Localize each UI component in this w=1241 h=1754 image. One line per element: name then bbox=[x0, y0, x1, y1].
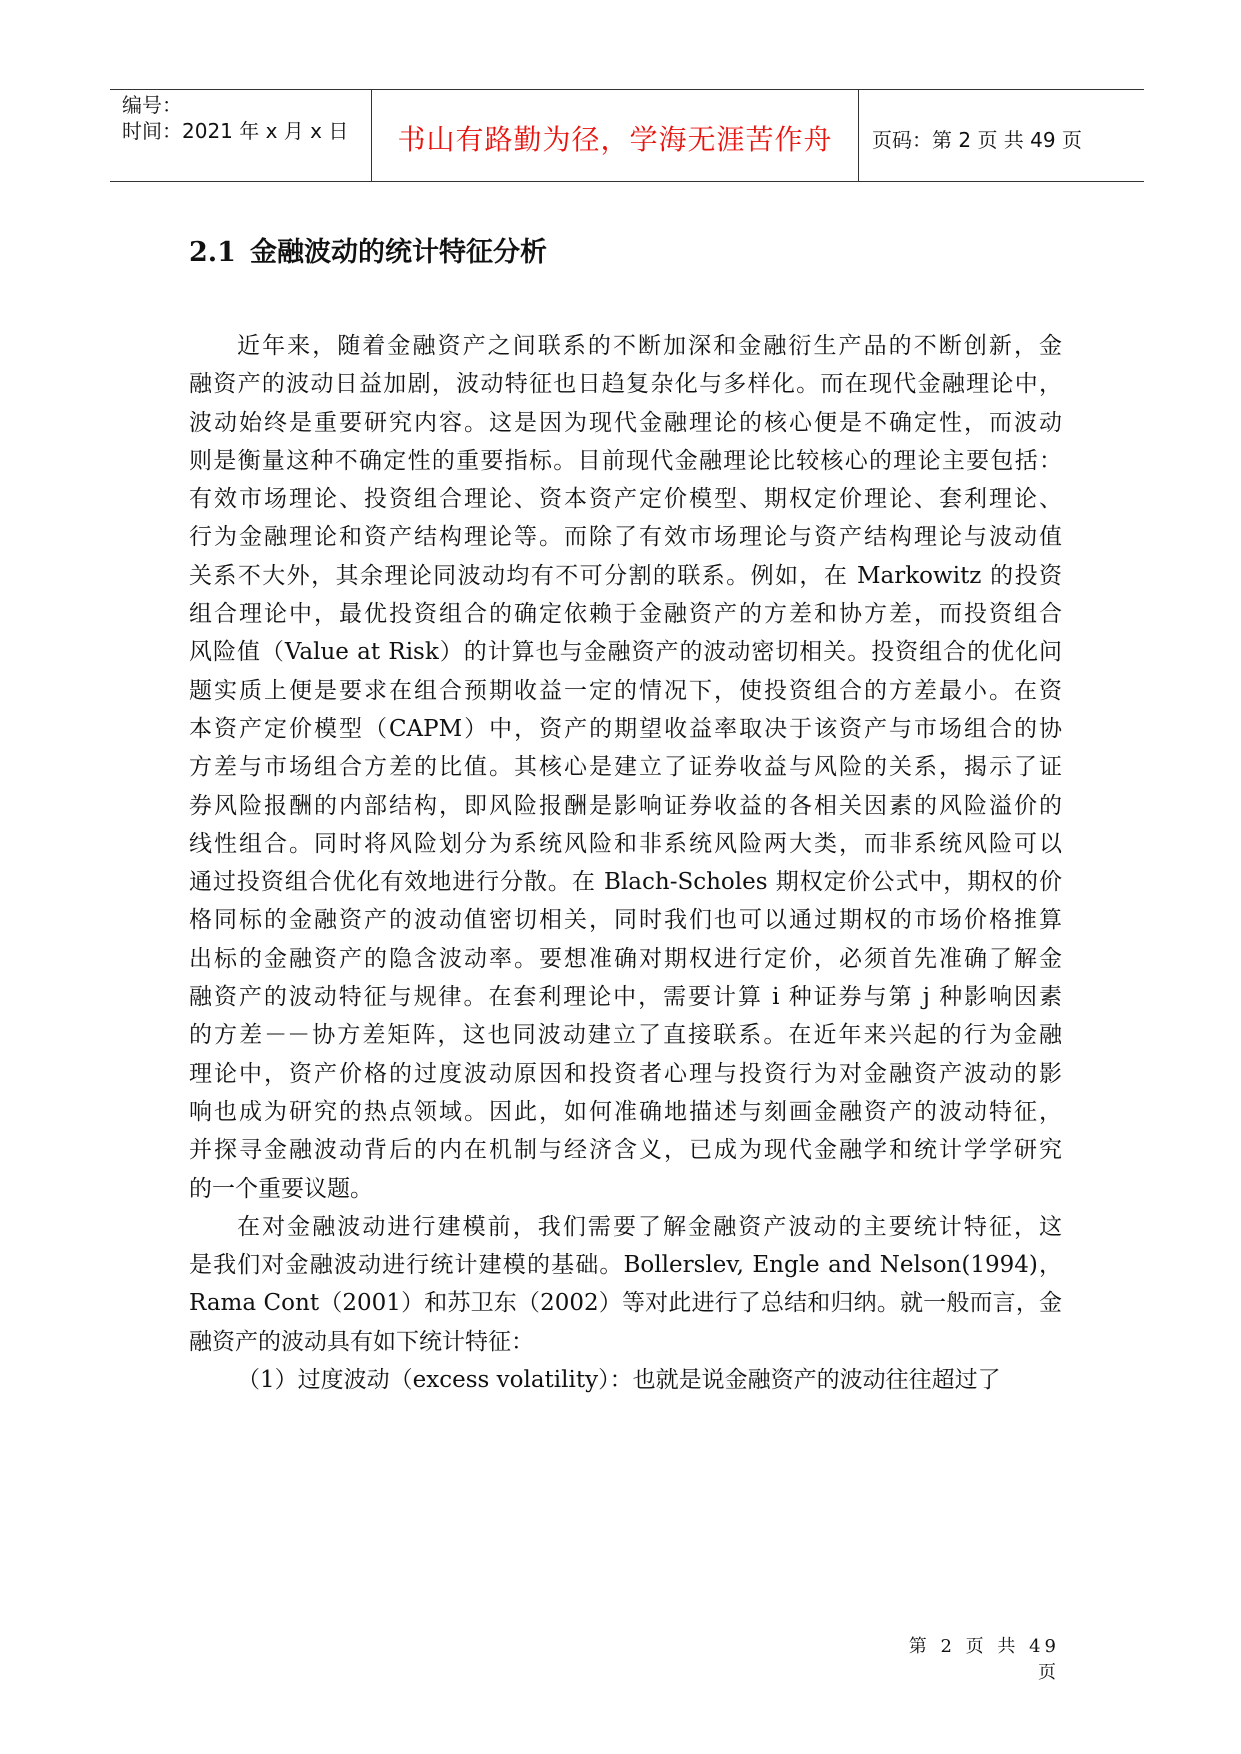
paragraph-line: 行为金融理论和资产结构理论等。而除了有效市场理论与资产结构理论与波动值 bbox=[189, 524, 1062, 551]
paragraph-line: 方差与市场组合方差的比值。其核心是建立了证券收益与风险的关系，揭示了证 bbox=[189, 754, 1062, 781]
paragraph-line: 理论中，资产价格的过度波动原因和投资者心理与投资行为对金融资产波动的影 bbox=[189, 1060, 1062, 1087]
paragraph-line: 通过投资组合优化有效地进行分散。在 Blach-Scholes 期权定价公式中，期权的价 bbox=[189, 869, 1062, 896]
header-top-rule bbox=[110, 89, 1144, 90]
paragraph-line: 题实质上便是要求在组合预期收益一定的情况下，使投资组合的方差最小。在资 bbox=[189, 677, 1062, 704]
paragraph-line: 响也成为研究的热点领域。因此，如何准确地描述与刻画金融资产的波动特征， bbox=[189, 1098, 1062, 1125]
paragraph-line: 近年来，随着金融资产之间联系的不断加深和金融衍生产品的不断创新，金 bbox=[237, 333, 1062, 359]
list-item-line: （1）过度波动（excess volatility）：也就是说金融资产的波动往往超过了 bbox=[237, 1367, 1001, 1394]
page-footer: 第 2 页 共 49 页 bbox=[908, 1636, 1060, 1683]
paragraph-line: 的方差－－协方差矩阵，这也同波动建立了直接联系。在近年来兴起的行为金融 bbox=[189, 1022, 1062, 1049]
header-divider-left bbox=[371, 89, 372, 181]
paragraph-line: 的一个重要议题。 bbox=[189, 1175, 373, 1202]
header-number-label: 编号： bbox=[122, 93, 182, 117]
paragraph-line: 波动始终是重要研究内容。这是因为现代金融理论的核心便是不确定性，而波动 bbox=[189, 409, 1062, 436]
body-text bbox=[189, 327, 1062, 1399]
paragraph-line: 是我们对金融波动进行统计建模的基础。Bollerslev, Engle and Nelson(1994)， bbox=[189, 1252, 1062, 1279]
paragraph-line: 格同标的金融资产的波动值密切相关，同时我们也可以通过期权的市场价格推算 bbox=[189, 907, 1062, 934]
paragraph-line: 本资产定价模型（CAPM）中，资产的期望收益率取决于该资产与市场组合的协 bbox=[189, 715, 1062, 742]
paragraph-line: 有效市场理论、投资组合理论、资本资产定价模型、期权定价理论、套利理论、 bbox=[189, 486, 1062, 513]
section-title bbox=[189, 230, 547, 269]
paragraph-line: 在对金融波动进行建模前，我们需要了解金融资产波动的主要统计特征，这 bbox=[237, 1213, 1062, 1240]
paragraph-line: 组合理论中，最优投资组合的确定依赖于金融资产的方差和协方差，而投资组合 bbox=[189, 601, 1062, 628]
section-title-text: 金融波动的统计特征分析 bbox=[249, 237, 547, 268]
paragraph-line: 出标的金融资产的隐含波动率。要想准确对期权进行定价，必须首先准确了解金 bbox=[189, 945, 1062, 972]
paragraph-line: 融资产的波动特征与规律。在套利理论中，需要计算 i 种证券与第 j 种影响因素 bbox=[189, 984, 1062, 1011]
header-page-label: 页码：第 2 页 共 49 页 bbox=[872, 128, 1082, 152]
section-number: 2.1 bbox=[189, 237, 236, 268]
paragraph-line: 关系不大外，其余理论同波动均有不可分割的联系。例如，在 Markowitz 的投资 bbox=[189, 562, 1062, 589]
paragraph-line: 券风险报酬的内部结构，即风险报酬是影响证券收益的各相关因素的风险溢价的 bbox=[189, 792, 1062, 819]
header-bottom-rule bbox=[110, 181, 1144, 182]
paragraph-line: Rama Cont（2001）和苏卫东（2002）等对此进行了总结和归纳。就一般而言，金 bbox=[189, 1290, 1062, 1317]
paragraph-line: 则是衡量这种不确定性的重要指标。目前现代金融理论比较核心的理论主要包括： bbox=[189, 447, 1062, 474]
header-time-label: 时间：2021 年 x 月 x 日 bbox=[122, 119, 349, 143]
header-motto: 书山有路勤为径，学海无涯苦作舟 bbox=[397, 123, 833, 156]
header-meta bbox=[122, 92, 367, 144]
paragraph-line: 并探寻金融波动背后的内在机制与经济含义，已成为现代金融学和统计学学研究 bbox=[189, 1137, 1062, 1164]
paragraph-line: 线性组合。同时将风险划分为系统风险和非系统风险两大类，而非系统风险可以 bbox=[189, 830, 1062, 857]
paragraph-line: 融资产的波动具有如下统计特征： bbox=[189, 1328, 534, 1355]
header-divider-right bbox=[858, 89, 859, 181]
paragraph-line: 融资产的波动日益加剧，波动特征也日趋复杂化与多样化。而在现代金融理论中， bbox=[189, 371, 1062, 398]
paragraph-line: 风险值（Value at Risk）的计算也与金融资产的波动密切相关。投资组合的优化问 bbox=[189, 639, 1062, 666]
